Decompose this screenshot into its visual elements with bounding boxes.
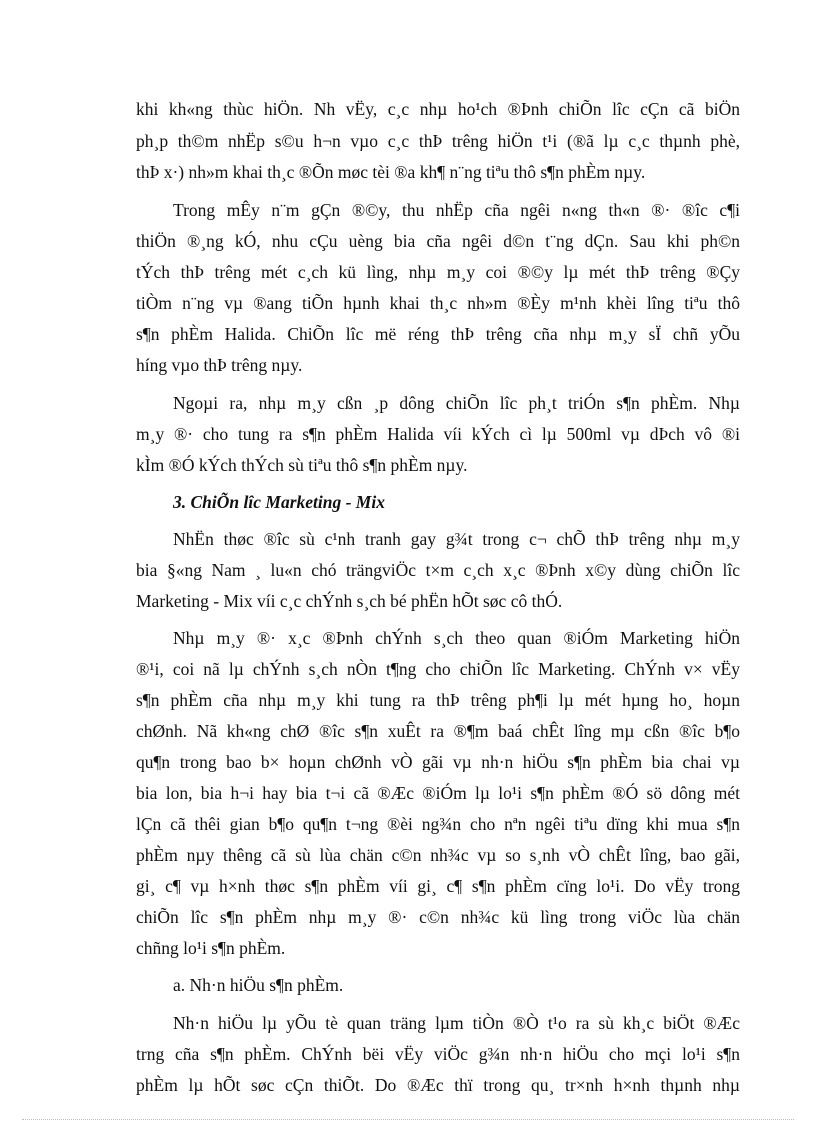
- subsection-heading: a. Nh·n hiÖu s¶n phÈm.: [173, 975, 344, 995]
- text-line: trng cña s¶n phÈm. ChÝnh bëi vËy viÖc g¾n nh·n hiÖu cho mçi lo¹i s¶n: [136, 1044, 740, 1064]
- text-line: Nh·n hiÖu lµ yÕu tè quan träng lµm tiÒn ®Ò t¹o ra sù kh¸c biÖt ®Æc: [173, 1013, 740, 1033]
- text-line: kÌm ®Ó kÝch thÝch sù tiªu thô s¶n phÈm nµy.: [136, 455, 468, 475]
- text-line: s¶n phÈm cña nhµ m¸y khi tung ra thÞ trêng ph¶i lµ mét hµng ho¸ hoµn: [136, 690, 740, 710]
- text-line: s¶n phÈm Halida. ChiÕn lîc më réng thÞ trêng cña nhµ m¸y sÏ chñ yÕu: [136, 324, 740, 344]
- text-line: chiÕn lîc s¶n phÈm nhµ m¸y ®· c©n nh¾c kü lìng trong viÖc lùa chän: [136, 907, 740, 927]
- page-bottom-divider: [22, 1119, 794, 1120]
- text-line: Trong mÊy n¨m gÇn ®©y, thu nhËp cña ngêi n«ng th«n ®· ®îc c¶i: [173, 200, 740, 220]
- text-line: tÝch thÞ trêng mét c¸ch kü lìng, nhµ m¸y coi ®©y lµ mét thÞ trêng ®Çy: [136, 262, 740, 282]
- text-line: híng vµo thÞ trêng nµy.: [136, 355, 303, 375]
- text-line: phÈm lµ hÕt søc cÇn thiÕt. Do ®Æc thï trong qu¸ tr×nh h×nh thµnh nhµ: [136, 1075, 740, 1095]
- text-line: thiÖn ®¸ng kÓ, nhu cÇu uèng bia cña ngêi d©n t¨ng dÇn. Sau khi ph©n: [136, 231, 740, 251]
- text-line: bia §«ng Nam ¸ lu«n chó trängviÖc t×m c¸ch x¸c ®Þnh x©y dùng chiÕn lîc: [136, 560, 740, 580]
- text-line: NhËn thøc ®îc sù c¹nh tranh gay g¾t trong c¬ chÕ thÞ trêng nhµ m¸y: [173, 529, 740, 549]
- text-line: Marketing - Mix víi c¸c chÝnh s¸ch bé phËn hÕt søc cô thÓ.: [136, 591, 563, 611]
- text-line: ph¸p th©m nhËp s©u h¬n vµo c¸c thÞ trêng hiÖn t¹i (®ã lµ c¸c thµnh phè,: [136, 131, 740, 151]
- text-line: chñng lo¹i s¶n phÈm.: [136, 938, 286, 958]
- text-line: phÈm nµy thêng cã sù lùa chän c©n nh¾c vµ so s¸nh vÒ chÊt lîng, bao gãi,: [136, 845, 740, 865]
- text-line: m¸y ®· cho tung ra s¶n phÈm Halida víi kÝch cì lµ 500ml vµ dÞch vô ®i: [136, 424, 740, 444]
- text-line: khi kh«ng thùc hiÖn. Nh vËy, c¸c nhµ ho¹ch ®Þnh chiÕn lîc cÇn cã biÖn: [136, 99, 740, 119]
- text-line: ®¹i, coi nã lµ chÝnh s¸ch nÒn t¶ng cho chiÕn lîc Marketing. ChÝnh v× vËy: [136, 659, 740, 679]
- text-line: gi¸ c¶ vµ h×nh thøc s¶n phÈm víi gi¸ c¶ s¶n phÈm cïng lo¹i. Do vËy trong: [136, 876, 740, 896]
- section-heading: 3. ChiÕn lîc Marketing - Mix: [173, 492, 385, 512]
- text-line: lÇn cã thêi gian b¶o qu¶n t¬ng ®èi ng¾n cho nªn ngêi tiªu dïng khi mua s¶n: [136, 814, 740, 834]
- text-line: qu¶n trong bao b× hoµn chØnh vÒ gãi vµ nh·n hiÖu s¶n phÈm bia chai vµ: [136, 752, 740, 772]
- text-line: thÞ x·) nh»m khai th¸c ®Õn møc tèi ®a kh¶ n¨ng tiªu thô s¶n phÈm nµy.: [136, 162, 646, 182]
- text-line: tiÒm n¨ng vµ ®ang tiÕn hµnh khai th¸c nh»m ®Èy m¹nh khèi lîng tiªu thô: [136, 293, 740, 313]
- text-line: Ngoµi ra, nhµ m¸y cßn ¸p dông chiÕn lîc ph¸t triÓn s¶n phÈm. Nhµ: [173, 393, 740, 413]
- text-line: Nhµ m¸y ®· x¸c ®Þnh chÝnh s¸ch theo quan ®iÓm Marketing hiÖn: [173, 628, 740, 648]
- text-line: chØnh. Nã kh«ng chØ ®îc s¶n xuÊt ra ®¶m baá chÊt lîng mµ cßn ®îc b¶o: [136, 721, 740, 741]
- text-line: bia lon, bia h¬i hay bia t¬i cã ®Æc ®iÓm lµ lo¹i s¶n phÈm ®Ó sö dông mét: [136, 783, 740, 803]
